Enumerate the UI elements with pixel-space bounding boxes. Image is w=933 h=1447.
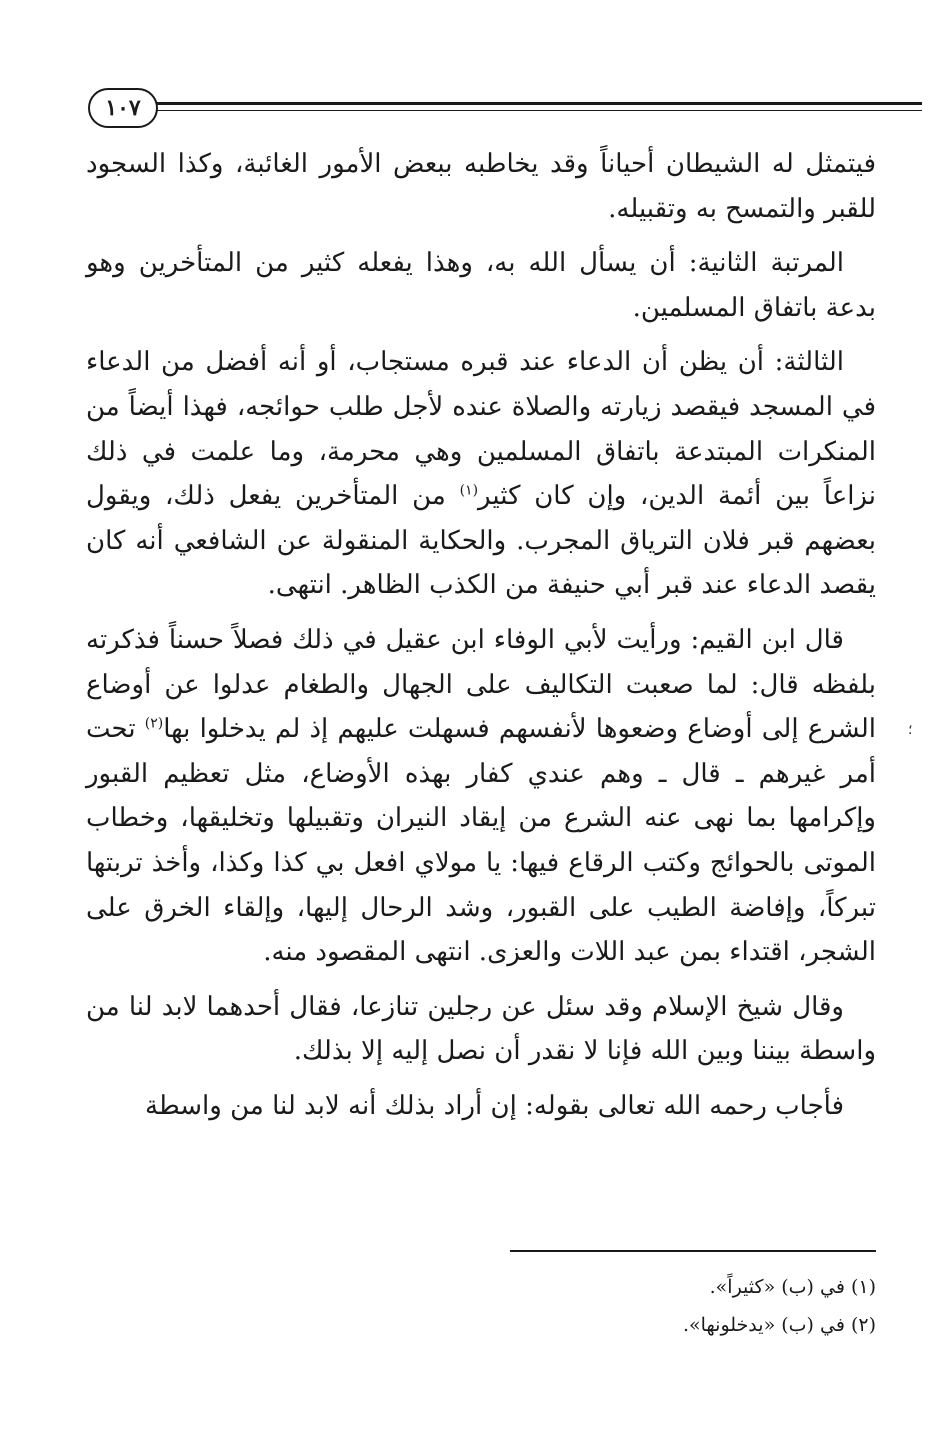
paragraph-1: فيتمثل له الشيطان أحياناً وقد يخاطبه ببعض الأمور الغائبة، وكذا السجود للقبر والتمسح به وتقبيله. — [86, 149, 876, 224]
paragraph-5: وقال شيخ الإسلام وقد سئل عن رجلين تنازعا، فقال أحدهما لابد لنا من واسطة بيننا وبين الله فإنا لا نقدر أن نصل إليه إلا بذلك. — [86, 991, 876, 1067]
paragraph-3 — [86, 340, 876, 608]
paragraph-6: فأجاب رحمه الله تعالى بقوله: إن أراد بذلك أنه لابد لنا من واسطة — [145, 1090, 844, 1121]
margin-mark: ؛ — [908, 722, 913, 738]
page-number — [88, 88, 158, 128]
footnote-2: (٢) في (ب) «يدخلونها». — [682, 1314, 876, 1336]
paragraph-4 — [86, 618, 876, 975]
header-rule-thin — [150, 110, 922, 111]
paragraph-2: المرتبة الثانية: أن يسأل الله به، وهذا يفعله كثير من المتأخرين وهو بدعة باتفاق المسلمين. — [86, 248, 876, 323]
main-text — [86, 142, 876, 1138]
paragraph-3-text-after: من المتأخرين يفعل ذلك، ويقول بعضهم قبر فلان الترياق المجرب. والحكاية المنقولة عن الشافعي أنه كان يقصد الدعاء عند قبر أبي حنيفة من الكذب الظاهر. انتهى. — [86, 481, 876, 601]
footnote-1: (١) في (ب) «كثيراً». — [709, 1276, 876, 1298]
footnote-ref-1[interactable]: (١) — [459, 482, 479, 499]
page-number-text: ١٠٧ — [105, 95, 141, 121]
paragraph-4-text-after: تحت أمر غيرهم ـ قال ـ وهم عندي كفار بهذه الأوضاع، مثل تعظيم القبور وإكرامها بما نهى عنه الشرع من إيقاد النيران وتقبيلها وتخليقها، وخطاب الموتى بالحوائج وكتب الرقاع فيها: يا مولاي افعل بي كذا وكذا، وأخذ تربتها تبركاً، وإفاضة الطيب على القبور، وشد الرحال إليها، وإلقاء الخرق على الشجر، اقتداء بمن عبد اللات والعزى. انتهى المقصود منه. — [86, 714, 876, 968]
header-rule — [150, 102, 922, 105]
footnote-rule — [510, 1250, 876, 1252]
footnote-ref-2[interactable]: (٢) — [144, 715, 164, 732]
paragraph-3-text-before: الثالثة: أن يظن أن الدعاء عند قبره مستجاب، أو أنه أفضل من الدعاء في المسجد فيقصد زيارته والصلاة عنده لأجل طلب حوائجه، فهذا أيضاً من المنكرات المبتدعة باتفاق المسلمين وهي محرمة، وما علمت في ذلك نزاعاً بين أئمة الدين، وإن كان كثير — [86, 347, 877, 512]
footnotes — [500, 1268, 876, 1344]
paragraph-4-text-before: قال ابن القيم: ورأيت لأبي الوفاء ابن عقيل في ذلك فصلاً حسناً فذكرته بلفظه قال: لما صعبت التكاليف على الجهال والطغام عدلوا عن أوضاع الشرع إلى أوضاع وضعوها لأنفسهم فسهلت عليهم إذ لم يدخلوا بها — [86, 624, 876, 745]
